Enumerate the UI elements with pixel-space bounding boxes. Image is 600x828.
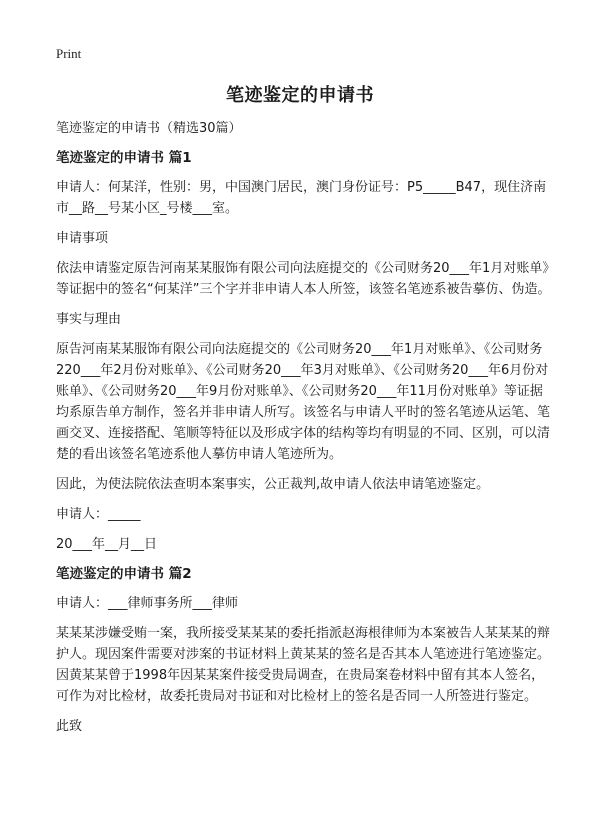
article-1-date: 20___年__月__日 (56, 537, 158, 552)
article-2-body: 某某某涉嫌受贿一案，我所接受某某某的委托指派赵海根律师为本案被告人某某某的辩护人。现因案件需要对涉案的书证材料上黄某某的签名是否其本人笔迹进行笔迹鉴定。因黄某某曾于1998年因某某案件接受贵局调查，在贵局案卷材料中留有其本人签名，可作为对比检材，故委托贵局对书证和对比检材上的签名是否同一人所签进行鉴定。 (56, 626, 551, 704)
article-2-applicant: 申请人：___律师事务所___律师 (56, 596, 239, 611)
article-1-matters-heading: 申请事项 (56, 231, 109, 246)
article-1-signature: 申请人：_____ (56, 507, 141, 522)
article-1-reasons-heading: 事实与理由 (56, 312, 122, 327)
page-title: 笔迹鉴定的申请书 (226, 85, 374, 106)
article-1-heading: 笔迹鉴定的申请书 篇1 (56, 150, 192, 166)
article-1-matters-text: 依法申请鉴定原告河南某某服饰有限公司向法庭提交的《公司财务20___年1月对账单》等证据中的签名“何某洋”三个字并非申请人本人所签，该签名笔迹系被告摹仿、伪造。 (56, 261, 551, 297)
document-body (56, 118, 552, 746)
article-1-conclusion: 因此，为使法院依法查明本案事实，公正裁判,故申请人依法申请笔迹鉴定。 (56, 477, 490, 492)
print-link[interactable]: Print (56, 46, 82, 61)
article-1-reasons-text: 原告河南某某服饰有限公司向法庭提交的《公司财务20___年1月对账单》、《公司财务220___年2月份对账单》、《公司财务20___年3月对账单》、《公司财务20___年6月份对账单》、《公司财务20___年9月份对账单》、《公司财务20___年11月份对账单》等证据均系原告单方制作，签名并非申请人所写。该签名与申请人平时的签名笔迹从运笔、笔画交叉、连接搭配、笔顺等特征以及形成字体的结构等均有明显的不同、区别，可以清楚的看出该签名笔迹系他人摹仿申请人笔迹所为。 (56, 342, 551, 462)
article-2-closing: 此致 (56, 719, 83, 734)
document-subtitle: 笔迹鉴定的申请书（精选30篇） (56, 121, 242, 136)
article-2-heading: 笔迹鉴定的申请书 篇2 (56, 566, 192, 582)
article-1-applicant: 申请人：何某洋，性别：男，中国澳门居民，澳门身份证号：P5_____B47，现住济南市__路__号某小区_号楼___室。 (56, 180, 547, 216)
